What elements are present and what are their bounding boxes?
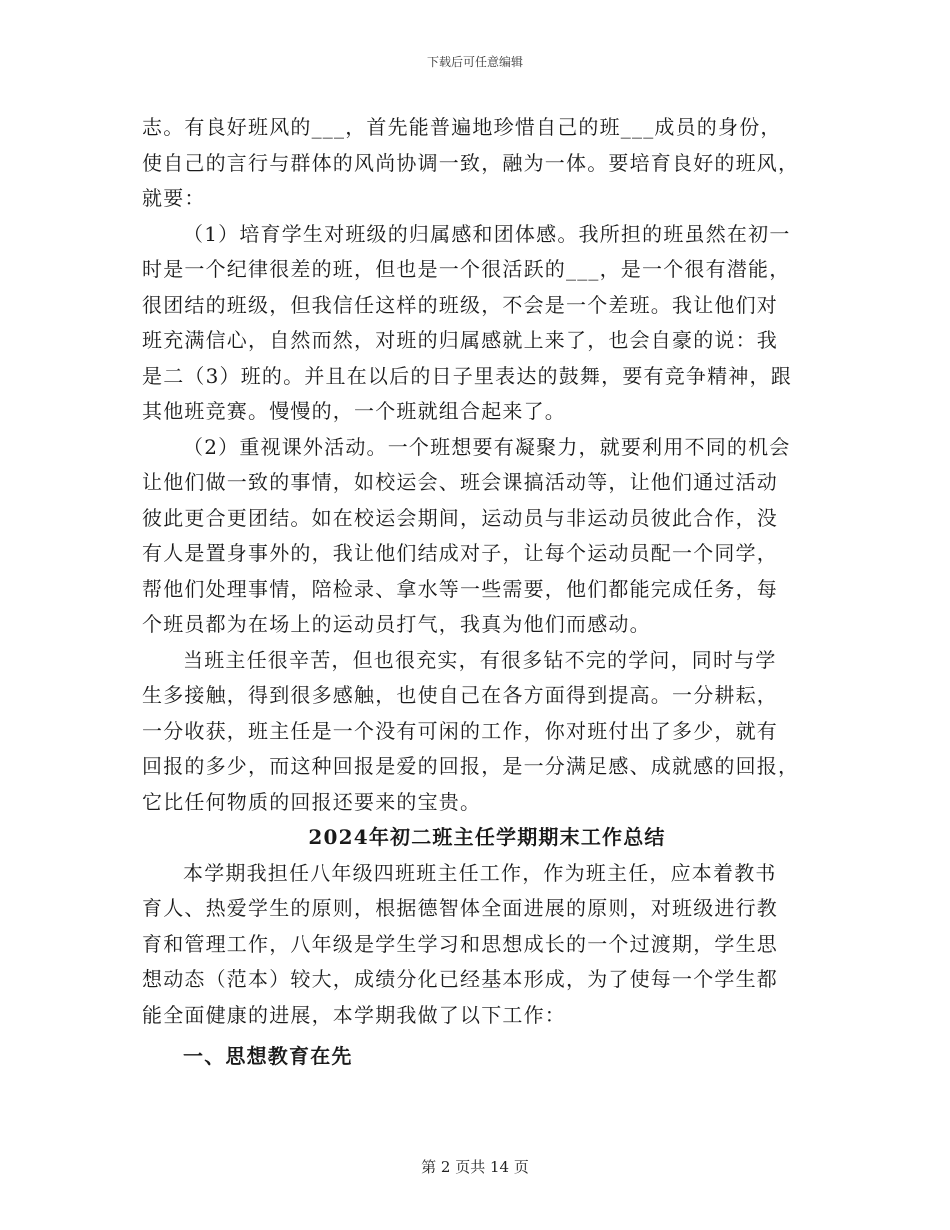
paragraph-line: 生多接触，得到很多感触，也使自己在各方面得到提高。一分耕耘， <box>142 683 778 707</box>
paragraph-line: 个班员都为在场上的运动员打气，我真为他们而感动。 <box>142 612 651 636</box>
paragraph-line: 有人是置身事外的，我让他们结成对子，让每个运动员配一个同学， <box>142 541 778 565</box>
paragraph-line: 就要： <box>142 186 206 210</box>
section-title: 2024年初二班主任学期期末工作总结 <box>308 825 666 849</box>
paragraph-line: 班充满信心，自然而然，对班的归属感就上来了，也会自豪的说：我 <box>142 328 778 352</box>
paragraph-line: 它比任何物质的回报还要来的宝贵。 <box>142 789 482 814</box>
paragraph-line: 育和管理工作，八年级是学生学习和思想成长的一个过渡期，学生思 <box>142 931 778 956</box>
paragraph-line: 想动态（范本）较大，成绩分化已经基本形成，为了使每一个学生都 <box>142 967 778 991</box>
document-body <box>142 110 822 1075</box>
section-heading: 一、思想教育在先 <box>183 1044 353 1068</box>
paragraph-line: 是二（3）班的。并且在以后的日子里表达的鼓舞，要有竞争精神，跟 <box>142 363 792 388</box>
paragraph-line: 很团结的班级，但我信任这样的班级，不会是一个差班。我让他们对 <box>142 292 778 317</box>
paragraph-line: 时是一个纪律很差的班，但也是一个很活跃的___，是一个很有潜能， <box>142 257 791 281</box>
paragraph-line: 彼此更合更团结。如在校运会期间，运动员与非运动员彼此合作，没 <box>142 505 778 530</box>
paragraph-first-line: （1）培育学生对班级的归属感和团体感。我所担的班虽然在初一 <box>183 221 791 246</box>
paragraph-line: 其他班竞赛。慢慢的，一个班就组合起来了。 <box>142 399 566 423</box>
paragraph-line: 能全面健康的进展，本学期我做了以下工作： <box>142 1002 566 1027</box>
paragraph-line: 一分收获，班主任是一个没有可闲的工作，你对班付出了多少，就有 <box>142 718 778 743</box>
paragraph-first-line: （2）重视课外活动。一个班想要有凝聚力，就要利用不同的机会 <box>183 434 791 459</box>
paragraph-line: 回报的多少，而这种回报是爱的回报，是一分满足感、成就感的回报， <box>142 754 800 778</box>
paragraph-line: 使自己的言行与群体的风尚协调一致，融为一体。要培育良好的班风， <box>142 150 800 175</box>
paragraph-line: 志。有良好班风的___，首先能普遍地珍惜自己的班___成员的身份， <box>142 115 782 139</box>
paragraph-first-line: 本学期我担任八年级四班班主任工作，作为班主任，应本着教书 <box>183 860 777 885</box>
page-number: 第 2 页共 14 页 <box>421 1158 529 1176</box>
paragraph-line: 育人、热爱学生的原则，根据德智体全面进展的原则，对班级进行教 <box>142 896 778 920</box>
header-note: 下载后可任意编辑 <box>426 55 523 69</box>
paragraph-first-line: 当班主任很辛苦，但也很充实，有很多钻不完的学问，同时与学 <box>183 647 777 672</box>
paragraph-line: 让他们做一致的事情，如校运会、班会课搞活动等，让他们通过活动 <box>142 470 778 494</box>
paragraph-line: 帮他们处理事情，陪检录、拿水等一些需要，他们都能完成任务，每 <box>142 576 778 601</box>
